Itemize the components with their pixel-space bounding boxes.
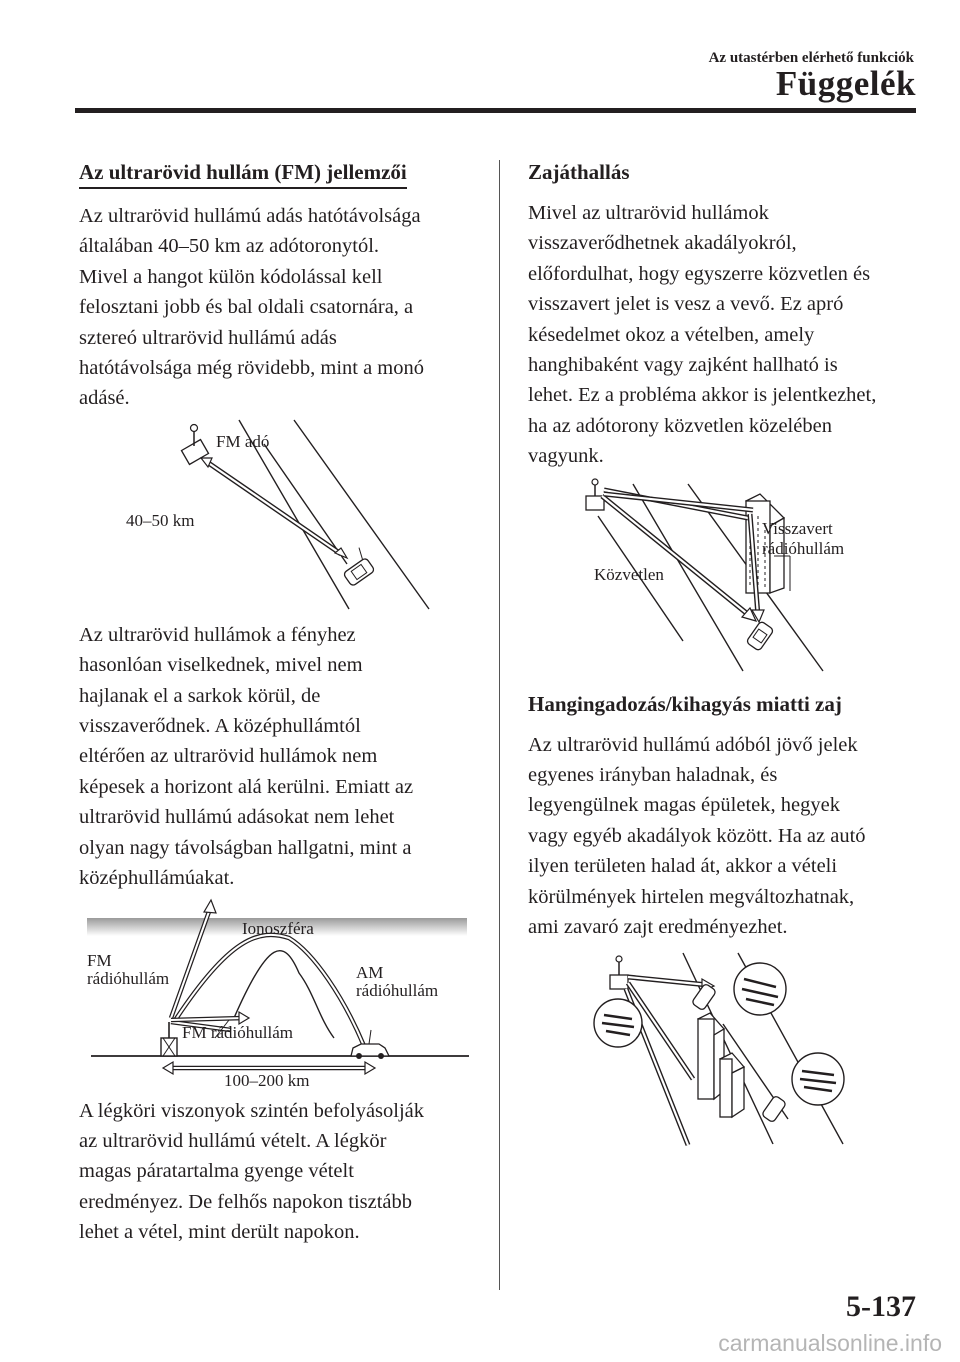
car-icon (691, 983, 716, 1011)
tall-building-icon (698, 1013, 744, 1117)
label-fm-left-2: rádióhullám (87, 968, 170, 988)
figure-fm-range (79, 414, 479, 614)
radio-tower-icon (610, 956, 628, 989)
label-fm-distance: 40–50 km (126, 510, 195, 530)
label-fm-left-1: FM (87, 950, 112, 970)
figure-ionosphere-svg (79, 898, 479, 1088)
page-number: 5-137 (846, 1290, 916, 1323)
noise-bubble-icon (594, 999, 642, 1047)
label-ionosphere: Ionoszféra (242, 918, 314, 938)
label-direct: Közvetlen (594, 564, 664, 584)
figure-multipath (528, 476, 928, 676)
header-rule (75, 108, 916, 113)
label-am-2: rádióhullám (356, 980, 439, 1000)
label-ionosphere-distance: 100–200 km (224, 1070, 310, 1088)
paragraph-multipath: Mivel az ultrarövid hullámok visszaverődhetnek akadályokról, előfordulhat, hogy egyszerre közvetlen és visszavert jelet is vesz a vevő. Ez apró késedelmet okoz a vételben, amely hanghibaként vagy zajként hallható is lehet. Ez a probléma akkor is jelentkezhet, ha az adótorony közvetlen közelében vagyunk. (528, 202, 877, 468)
noise-bubble-icon (792, 1053, 844, 1105)
right-column (528, 158, 928, 1149)
watermark: carmanualsonline.info (718, 1330, 942, 1356)
column-divider (499, 160, 500, 1290)
chapter-title: Függelék (775, 64, 916, 103)
section-heading-fm: Az ultrarövid hullám (FM) jellemzői (79, 158, 407, 189)
figure-multipath-svg (528, 476, 928, 676)
paragraph-atmosphere: A légköri viszonyok szintén befolyásolják az ultrarövid hullámú vételt. A légkör magas páratartalma gyenge vételt eredményez. De felhős napokon tisztább lehet a vétel, mint derült napokon. (79, 1099, 425, 1244)
noise-bubble-icon (734, 963, 786, 1015)
figure-fm-range-svg (79, 414, 479, 614)
figure-fading-svg (528, 949, 928, 1149)
car-icon (761, 1095, 786, 1123)
left-column (79, 158, 479, 1248)
transmitter-tower-icon (161, 1022, 177, 1056)
label-fm-tower: FM adó (216, 431, 270, 451)
paragraph-fm-propagation: Az ultrarövid hullámok a fényhez hasonlóan viselkednek, mivel nem hajlanak el a sarkok körül, de visszaverődnek. A középhullámtól eltérően az ultrarövid hullámok nem képesek a horizont alá kerülni. Emiatt az ultrarövid hullámú adásokat nem lehet olyan nagy távolságban hallgatni, mint a középhullámúakat. (79, 623, 414, 890)
chapter-subtitle: Az utastérben elérhető funkciók (708, 50, 914, 66)
signal-arrow (201, 458, 347, 558)
section-heading-noise: Zajáthallás (528, 160, 630, 184)
figure-fading (528, 949, 928, 1149)
label-fm-bottom: FM rádióhullám (182, 1022, 293, 1042)
section-heading-fading: Hangingadozás/kihagyás miatti zaj (528, 691, 842, 716)
figure-ionosphere (79, 898, 479, 1088)
paragraph-fading: Az ultrarövid hullámú adóból jövő jelek egyenes irányban haladnak, és legyengülnek magas épületek, hegyek vagy egyéb akadályok között. Ha az autó ilyen területen halad át, akkor a vételi körülmények hirtelen megváltozhatnak, ami zavaró zajt eredményezhet. (528, 733, 866, 939)
car-icon (746, 620, 774, 650)
label-am-1: AM (356, 962, 384, 982)
label-reflected-1: Visszavert (762, 518, 833, 538)
paragraph-fm-range: Az ultrarövid hullámú adás hatótávolsága általában 40–50 km az adótoronytól. Mivel a hangot külön kódolással kell felosztani jobb és bal oldali csatornára, a sztereó ultrarövid hullámú adás hatótávolsága még rövidebb, mint a monó adásé. (79, 205, 425, 410)
label-reflected-2: rádióhullám (762, 538, 845, 558)
radio-tower-icon (586, 479, 604, 510)
